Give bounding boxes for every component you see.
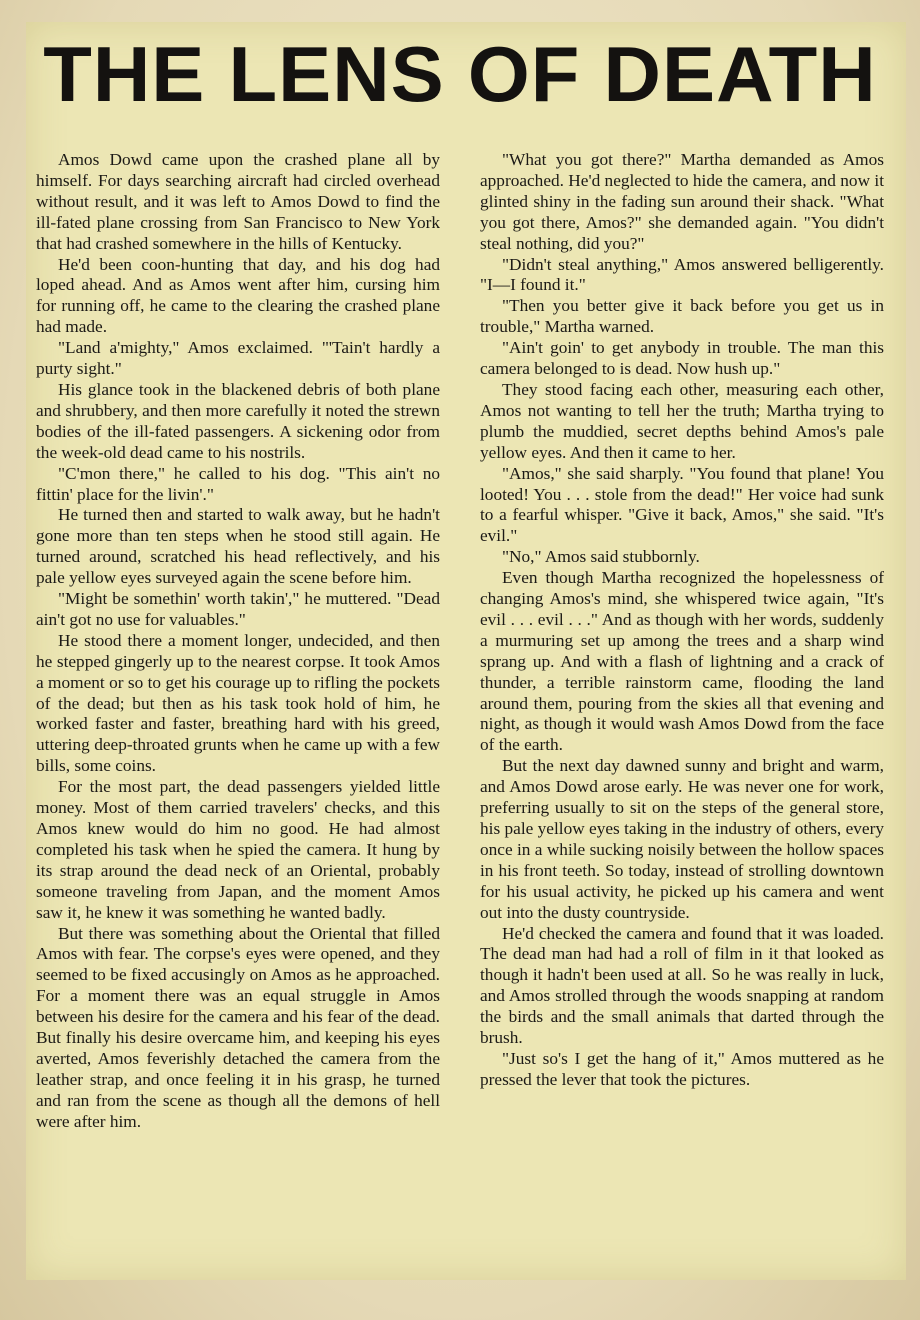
paragraph: "What you got there?" Martha demanded as Amos approached. He'd neglected to hide the camera, and now it glinted shiny in the fading sun around their shack. "What you got there, Amos?" she demanded again. "You didn't steal nothing, did you?" <box>480 150 884 253</box>
story-title: THE LENS OF DEATH <box>43 30 877 118</box>
paragraph: His glance took in the blackened debris of both plane and shrubbery, and then more carefully it noted the strewn bodies of the ill-fated passengers. A sickening odor from the week-old dead came to his nostrils. <box>36 379 440 462</box>
paragraph: He'd checked the camera and found that it was loaded. The dead man had had a roll of film in it that looked as though it hadn't been used at all. So he was really in luck, and Amos strolled through the woods snapping at random the birds and the small animals that darted through the brush. <box>480 923 884 1048</box>
paragraph: They stood facing each other, measuring each other, Amos not wanting to tell her the truth; Martha trying to plumb the muddied, secret depths behind Amos's pale yellow eyes. And then it came to her. <box>480 379 884 462</box>
paragraph: "Then you better give it back before you get us in trouble," Martha warned. <box>480 296 884 337</box>
paragraph: Even though Martha recognized the hopelessness of changing Amos's mind, she whispered twice again, "It's evil . . . evil . . ." And as though with her words, suddenly a murmuring set up among the trees and a sharp wind sprang up. And with a flash of lightning and a crack of thunder, a terrible rainstorm came, flooding the land around them, pouring from the skies all that evening and night, as though it would wash Amos Dowd from the face of the earth. <box>480 568 884 755</box>
paragraph: "Didn't steal anything," Amos answered belligerently. "I—I found it." <box>480 254 884 295</box>
paragraph: He'd been coon-hunting that day, and his dog had loped ahead. And as Amos went after him, cursing him for running off, he came to the clearing the crashed plane had made. <box>36 254 440 337</box>
paragraph: "Just so's I get the hang of it," Amos muttered as he pressed the lever that took the pictures. <box>480 1048 884 1089</box>
paragraph: He turned then and started to walk away, but he hadn't gone more than ten steps when he stood still again. He turned around, scratched his head reflectively, and his pale yellow eyes surveyed again the scene before him. <box>36 505 440 588</box>
paragraph: "Amos," she said sharply. "You found that plane! You looted! You . . . stole from the dead!" Her voice had sunk to a fearful whisper. "Give it back, Amos," she said. "It's evil." <box>480 463 884 546</box>
paragraph: Amos Dowd came upon the crashed plane all by himself. For days searching aircraft had circled overhead without result, and it was left to Amos Dowd to find the ill-fated plane crossing from San Francisco to New York that had crashed somewhere in the hills of Kentucky. <box>36 150 440 253</box>
paragraph: "Land a'mighty," Amos exclaimed. "'Tain't hardly a purty sight." <box>36 338 440 379</box>
paragraph: But the next day dawned sunny and bright and warm, and Amos Dowd arose early. He was never one for work, preferring usually to sit on the steps of the general store, his pale yellow eyes taking in the industry of others, every once in a while sucking noisily between the hollow spaces in his front teeth. So today, instead of strolling downtown for his usual activity, he picked up his camera and went out into the dusty countryside. <box>480 756 884 922</box>
paragraph: "No," Amos said stubbornly. <box>502 547 700 567</box>
paragraph: "Might be somethin' worth takin'," he muttered. "Dead ain't got no use for valuables." <box>36 589 440 629</box>
left-column <box>36 150 440 1280</box>
paragraph: "C'mon there," he called to his dog. "This ain't no fittin' place for the livin'." <box>36 463 440 504</box>
paragraph: He stood there a moment longer, undecided, and then he stepped gingerly up to the nearest corpse. It took Amos a moment or so to get his courage up to rifling the pockets of the dead; but then as his task took hold of him, he worked faster and faster, breathing hard with his greed, uttering deep-throated grunts when he came up with a few bills, some coins. <box>36 630 440 776</box>
right-column <box>480 150 884 1280</box>
paragraph: For the most part, the dead passengers yielded little money. Most of them carried travelers' checks, and this Amos knew would do him no good. He had almost completed his task when he spied the camera. It hung by its strap around the dead neck of an Oriental, probably someone traveling from Japan, and the moment Amos saw it, he knew it was something he wanted badly. <box>36 777 440 922</box>
paragraph: "Ain't goin' to get anybody in trouble. The man this camera belonged to is dead. Now hush up." <box>480 338 884 379</box>
paragraph: But there was something about the Oriental that filled Amos with fear. The corpse's eyes were opened, and they seemed to be fixed accusingly on Amos as he approached. For a moment there was an equal struggle in Amos between his desire for the camera and his fear of the dead. But finally his desire overcame him, and keeping his eyes averted, Amos feverishly detached the camera from the leather strap, and once feeling it in his grasp, he turned and ran from the scene as though all the demons of hell were after him. <box>36 923 440 1131</box>
